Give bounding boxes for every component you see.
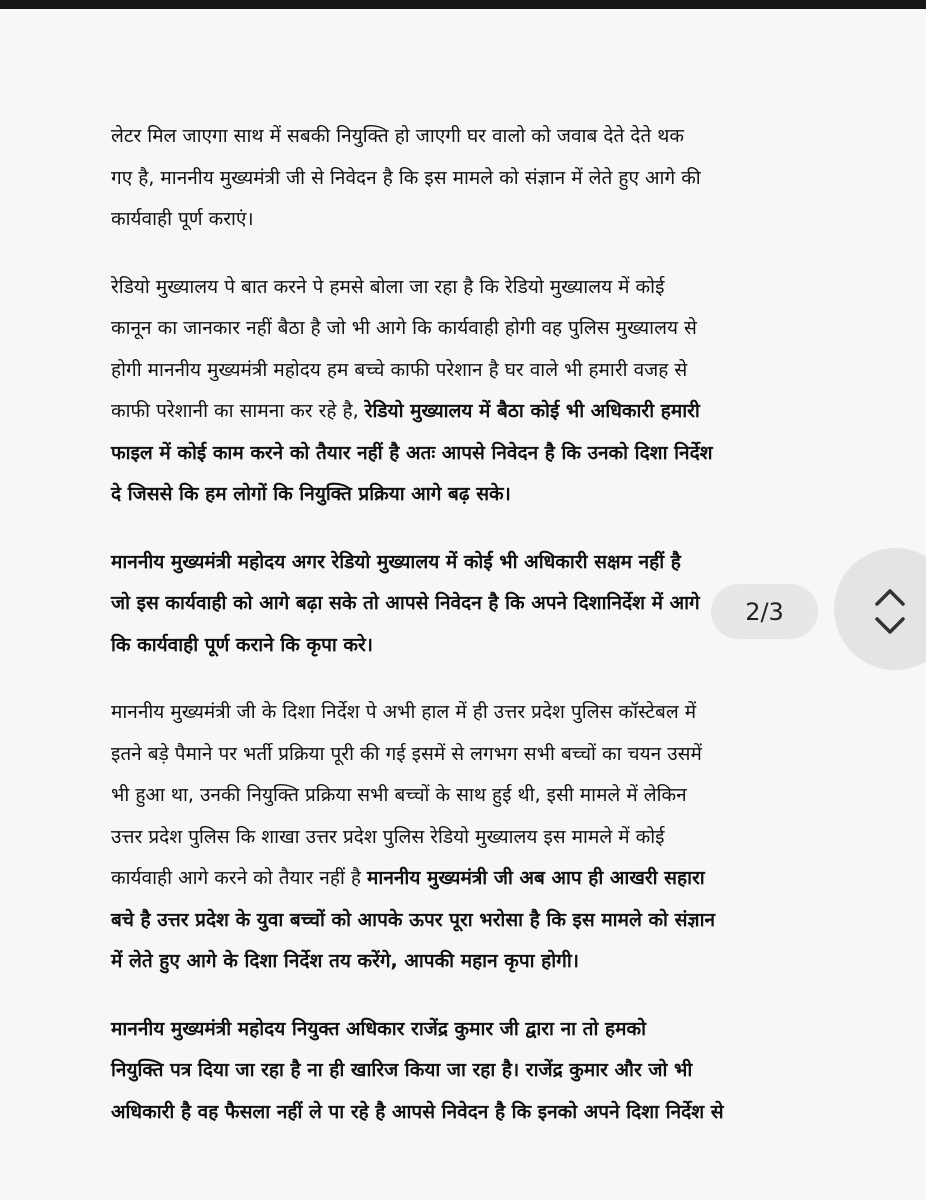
bold-text: माननीय मुख्यमंत्री जी अब आप ही आखरी सहारा xyxy=(367,867,705,889)
text-line: माननीय मुख्यमंत्री जी के दिशा निर्देश पे अभी हाल में ही उत्तर प्रदेश पुलिस कॉस्टेबल में xyxy=(111,701,697,723)
paragraph-1 xyxy=(111,116,823,241)
bold-text-line: में लेते हुए आगे के दिशा निर्देश तय करेंगे, आपकी महान कृपा होगी। xyxy=(111,950,579,972)
bold-text-line: अधिकारी है वह फैसला नहीं ले पा रहे है आपसे निवेदन है कि इनको अपने दिशा निर्देश से xyxy=(111,1100,724,1123)
paragraph-2 xyxy=(111,267,823,516)
regular-text: काफी परेशानी का सामना कर रहे है, xyxy=(111,400,365,422)
bold-text-line: माननीय मुख्यमंत्री महोदय अगर रेडियो मुख्यालय में कोई भी अधिकारी सक्षम नहीं है xyxy=(111,550,681,573)
bold-text-line: नियुक्ति पत्र दिया जा रहा है ना ही खारिज किया जा रहा है। राजेंद्र कुमार और जो भी xyxy=(111,1059,693,1081)
paragraph-4 xyxy=(111,692,823,983)
chevron-up-icon[interactable] xyxy=(871,585,909,609)
document-body xyxy=(111,116,823,1159)
text-line: होगी माननीय मुख्यमंत्री महोदय हम बच्चे काफी परेशान है घर वाले भी हमारी वजह से xyxy=(111,358,688,381)
bold-text-line: दे जिससे कि हम लोगों कि नियुक्ति प्रक्रिया आगे बढ़ सके। xyxy=(111,483,511,505)
top-status-bar xyxy=(0,0,926,9)
bold-text: रेडियो मुख्यालय में बैठा कोई भी अधिकारी हमारी xyxy=(364,400,700,422)
paragraph-5 xyxy=(111,1009,823,1134)
bold-text-line: कि कार्यवाही पूर्ण कराने कि कृपा करे। xyxy=(111,633,373,656)
bold-text-line: बचे है उत्तर प्रदेश के युवा बच्चों को आपके ऊपर पूरा भरोसा है कि इस मामले को संज्ञान xyxy=(111,908,716,931)
text-line: कार्यवाही पूर्ण कराएं। xyxy=(111,208,254,230)
text-line: कानून का जानकार नहीं बैठा है जो भी आगे कि कार्यवाही होगी वह पुलिस मुख्यालय से xyxy=(111,317,697,339)
bold-text-line: जो इस कार्यवाही को आगे बढ़ा सके तो आपसे निवेदन है कि अपने दिशानिर्देश में आगे xyxy=(111,592,700,614)
bold-text-line: फाइल में कोई काम करने को तैयार नहीं है अतः आपसे निवेदन है कि उनको दिशा निर्देश xyxy=(111,441,713,464)
text-line: गए है, माननीय मुख्यमंत्री जी से निवेदन है कि इस मामले को संज्ञान में लेते हुए आगे की xyxy=(111,166,701,189)
chevron-down-icon[interactable] xyxy=(871,614,909,638)
mixed-text-line xyxy=(111,391,823,433)
mixed-text-line xyxy=(111,858,823,900)
bold-text-line: माननीय मुख्यमंत्री महोदय नियुक्त अधिकार राजेंद्र कुमार जी द्वारा ना तो हमको xyxy=(111,1017,646,1040)
text-line: इतने बड़े पैमाने पर भर्ती प्रक्रिया पूरी की गई इसमें से लगभग सभी बच्चों का चयन उसमें xyxy=(111,742,702,765)
text-line: रेडियो मुख्यालय पे बात करने पे हमसे बोला जा रहा है कि रेडियो मुख्यालय में कोई xyxy=(111,275,665,298)
page-indicator: 2/3 xyxy=(711,584,818,639)
text-line: लेटर मिल जाएगा साथ में सबकी नियुक्ति हो जाएगी घर वालो को जवाब देते देते थक xyxy=(111,125,684,147)
regular-text: कार्यवाही आगे करने को तैयार नहीं है xyxy=(111,867,368,889)
text-line: भी हुआ था, उनकी नियुक्ति प्रक्रिया सभी बच्चों के साथ हुई थी, इसी मामले में लेकिन xyxy=(111,784,687,806)
text-line: उत्तर प्रदेश पुलिस कि शाखा उत्तर प्रदेश पुलिस रेडियो मुख्यालय इस मामले में कोई xyxy=(111,825,665,848)
